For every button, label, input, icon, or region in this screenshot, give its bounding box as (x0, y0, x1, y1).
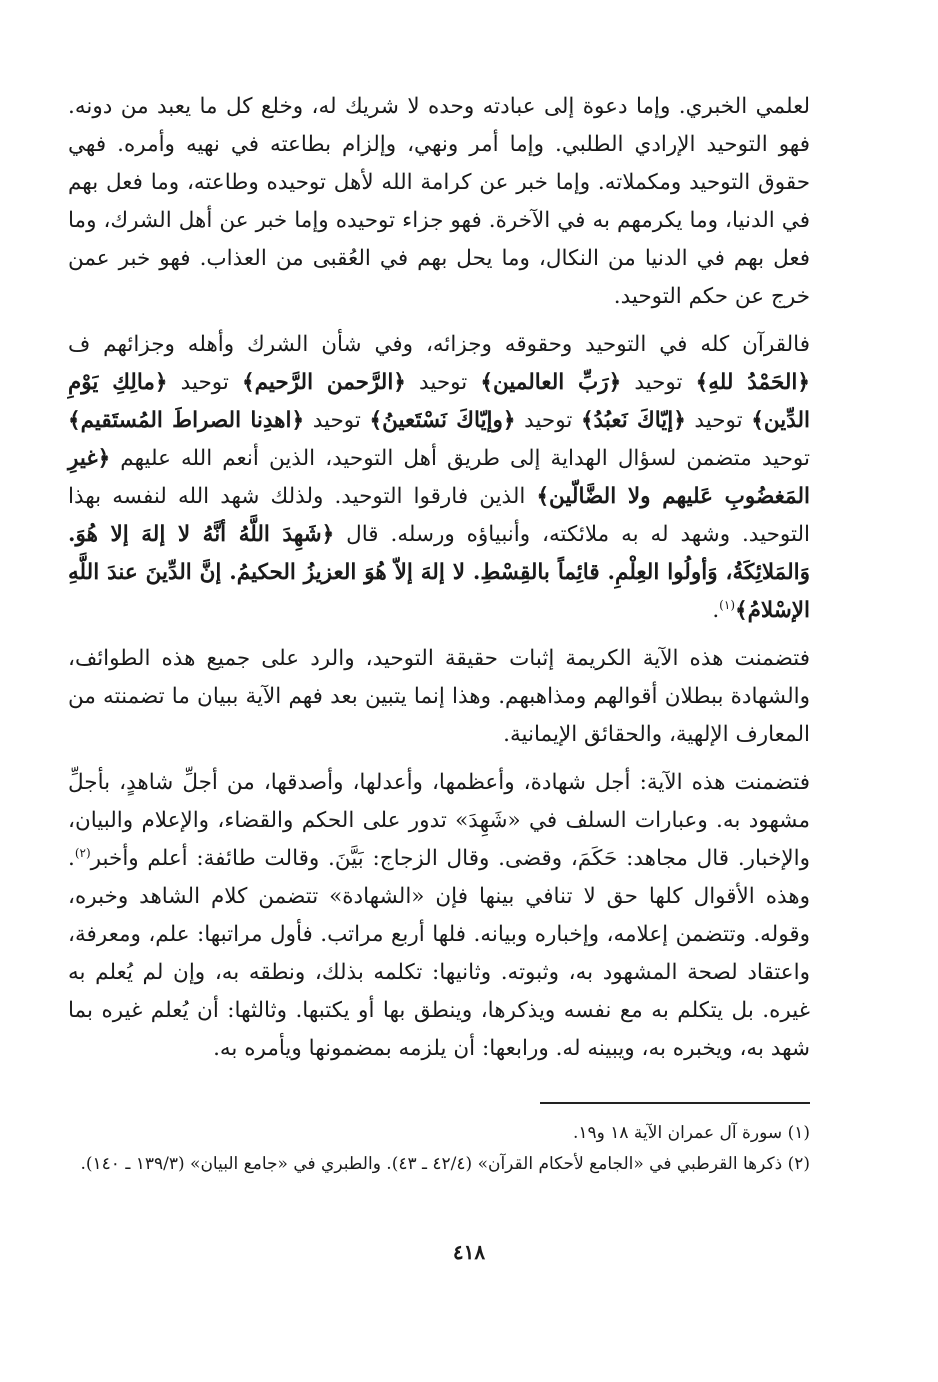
footnote-1: (١) سورة آل عمران الآية ١٨ و١٩. (572, 1123, 810, 1143)
text-run: . وهذه الأقوال كلها حق لا تنافي بينها فإن «الشهادة» تتضمن كلام الشاهد وخبره، وقوله. وتتضمن إعلامه، وإخباره وبيانه. فلها أربع مراتب. فأول مراتبها: علم، ومعرفة، واعتقاد لصحة المشهود به، وثبوته. وثانيها: تكلمه بذلك، ونطقه به، وإن لم يُعلم به غيره. بل يتكلم به مع نفسه ويذكرها، وينطق بها أو يكتبها. وثالثها: أن يُعلم غيره بما شهد به، ويخبره به، ويبينه له. ورابعها: أن يلزمه بمضمونها ويأمره به. (68, 846, 810, 1061)
text-run: فتضمنت هذه الآية الكريمة إثبات حقيقة التوحيد، والرد على جميع هذه الطوائف، والشهادة ببطلان أقوالهم ومذاهبهم. وهذا إنما يتبين بعد فهم الآية ببيان ما تضمنته من المعارف الإلهية، والحقائق الإيمانية. (68, 646, 810, 747)
text-run: فالقرآن كله في التوحيد وحقوقه وجزائه، وفي شأن الشرك وأهله وجزائهم ف (68, 332, 810, 357)
quran-quote: ﴿الحَمْدُ للهِ﴾ (695, 370, 810, 395)
text-run: الذين فارقوا التوحيد. ولذلك شهد الله لنفسه بهذا التوحيد. وشهد له به ملائكته، وأنبياؤه ورسله. قال (68, 484, 810, 547)
page-number: ٤١٨ (452, 1240, 486, 1264)
paragraph-4 (68, 764, 810, 1068)
text-run: توحيد متضمن لسؤال الهداية إلى طريق أهل التوحيد، الذين أنعم الله عليهم (110, 446, 810, 471)
quran-quote: ﴿اهدِنا الصراطَ المُستَقيم﴾ (68, 408, 305, 433)
text-run: توحيد (685, 408, 752, 433)
text-run: توحيد (304, 408, 370, 433)
text-run: فتضمنت هذه الآية: أجل شهادة، وأعظمها، وأعدلها، وأصدقها، من أجلِّ شاهدٍ، بأجلِّ مشهود به. وعبارات السلف في «شَهِدَ» تدور على الحكم والقضاء، والإعلام والبيان، والإخبار. قال مجاهد: حَكَمَ، وقضى. وقال الزجاج: بَيَّنَ. وقالت طائفة: أعلم وأخبر (68, 770, 810, 871)
footnote-2: (٢) ذكرها القرطبي في «الجامع لأحكام القرآن» (٤٢/٤ ـ ٤٣). والطبري في «جامع البيان» (١٣٩/٣ ـ ١٤٠). (80, 1154, 810, 1174)
quran-quote: ﴿شَهِدَ اللَّهُ أنَّهُ لا إلهَ إلا هُوَ. وَالمَلائِكَةُ، وَأولُوا العِلْمِ. قائِماً بالقِسْطِ. لا إلهَ إلاّ هُوَ العزيزُ الحكيمُ. إنَّ الدِّينَ عندَ اللَّهِ الإسْلامُ﴾ (68, 522, 810, 623)
text-run: توحيد (167, 370, 242, 395)
quran-quote: ﴿الرَّحمن الرَّحيم﴾ (241, 370, 406, 395)
footnote-reference: (١) (719, 597, 735, 612)
quran-quote: ﴿إيّاكَ نَعبُدُ﴾ (580, 408, 686, 433)
quran-quote: ﴿رَبِّ العالمين﴾ (480, 370, 622, 395)
paragraph-2 (68, 326, 810, 630)
text-run: توحيد (515, 408, 581, 433)
quran-quote: ﴿مالِكِ يَوْمِ الدِّين﴾ (68, 370, 810, 433)
text-run: توحيد (405, 370, 481, 395)
quran-quote: ﴿وإيّاكَ نَسْتَعينُ﴾ (369, 408, 516, 433)
text-run: لعلمي الخبري. وإما دعوة إلى عبادته وحده لا شريك له، وخلع كل ما يعبد من دونه. فهو التوحيد الإرادي الطلبي. وإما أمر ونهي، وإلزام بطاعته في نهيه وأمره. فهي حقوق التوحيد ومكملاته. وإما خبر عن كرامة الله لأهل توحيده وطاعته، وما فعل بهم في الدنيا، وما يكرمهم به في الآخرة. فهو جزاء توحيده وإما خبر عن أهل الشرك، وما فعل بهم في الدنيا من النكال، وما يحل بهم في العُقبى من العذاب. فهو خبر عمن خرج عن حكم التوحيد. (68, 94, 810, 309)
footnote-divider (540, 1102, 810, 1104)
footnote-reference: (٢) (74, 845, 91, 860)
main-text (68, 88, 810, 1078)
quran-quote: ﴿غيرِ المَغضُوبِ عَليهم ولا الضَّالّين﴾ (68, 446, 810, 509)
text-run: . (712, 598, 720, 623)
footnotes (68, 1118, 810, 1180)
paragraph-1 (68, 88, 810, 316)
paragraph-3 (68, 640, 810, 754)
text-run: توحيد (621, 370, 696, 395)
